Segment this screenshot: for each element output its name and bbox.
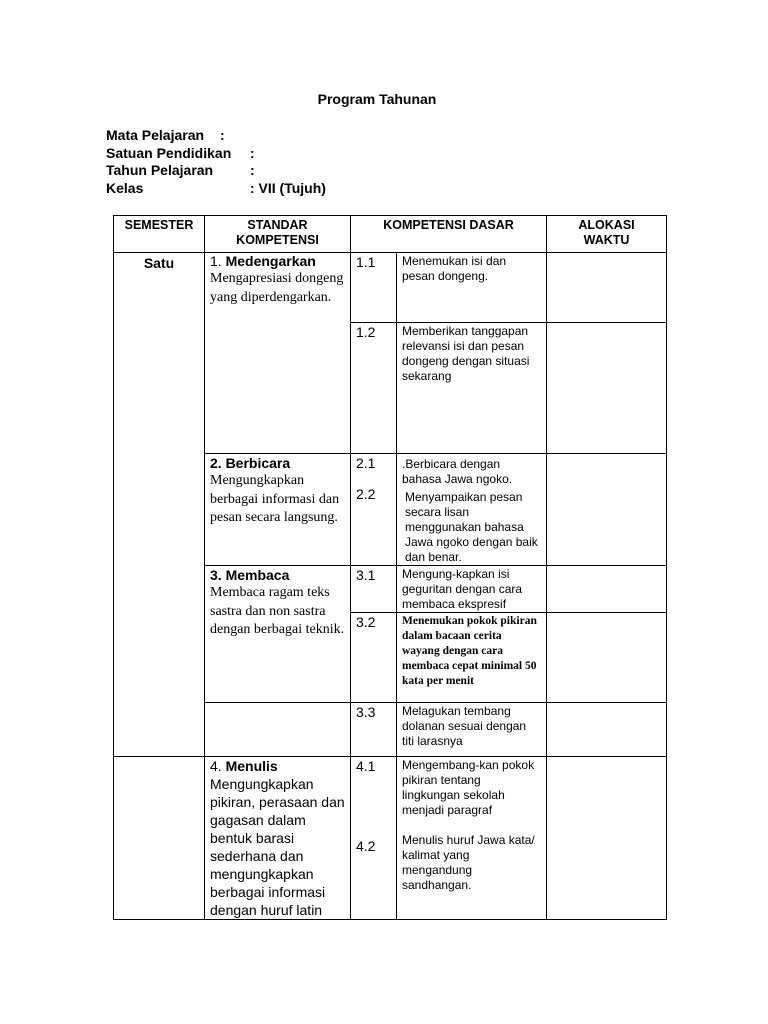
kd-4-numbers [351, 757, 397, 920]
kd-3-2-text: Menemukan pokok pikiran dalam bacaan cerita wayang dengan cara membaca cepat minimal 50 kata per menit [397, 613, 547, 703]
sk-3-title: 3. Membaca [210, 567, 290, 583]
meta-label-mata-pelajaran: Mata Pelajaran [106, 127, 205, 143]
kd-2-2-text: Menyampaikan pesan secara lisan menggunakan bahasa Jawa ngoko dengan baik dan benar. [405, 490, 538, 564]
alokasi-cell [547, 253, 667, 323]
header-kompetensi-dasar: KOMPETENSI DASAR [351, 216, 547, 253]
header-alokasi-waktu: ALOKASI WAKTU [547, 216, 667, 253]
program-tahunan-table [113, 215, 667, 920]
meta-label-satuan-pendidikan: Satuan Pendidikan [106, 144, 232, 161]
kd-3-2-number: 3.2 [351, 613, 397, 703]
meta-label-kelas: Kelas [106, 179, 144, 196]
sk-4-title: 4. Menulis [210, 758, 278, 774]
meta-kelas-value: : VII (Tujuh) [250, 179, 326, 196]
alokasi-cell [547, 454, 667, 566]
sk-empty-cell [205, 703, 351, 757]
meta-colon: : [250, 144, 255, 161]
kd-1-1-text: Menemukan isi dan pesan dongeng. [397, 253, 547, 323]
kd-3-3-text: Melagukan tembang dolanan sesuai dengan titi larasnya [397, 703, 547, 757]
kd-1-1-number: 1.1 [351, 253, 397, 323]
kd-2-numbers [351, 454, 397, 566]
table-row [114, 757, 667, 920]
meta-colon: : [220, 127, 225, 143]
alokasi-cell [547, 703, 667, 757]
sk-1-desc: Mengapresiasi dongeng yang diperdengarkan. [210, 271, 344, 305]
kd-4-1-number: 4.1 [356, 758, 376, 774]
semester-empty-cell [114, 757, 205, 920]
alokasi-cell [547, 613, 667, 703]
kd-3-1-text: Mengung-kapkan isi geguritan dengan cara membaca ekspresif [397, 566, 547, 613]
sk-2-cell [205, 454, 351, 566]
kd-2-texts [397, 454, 547, 566]
alokasi-cell [547, 566, 667, 613]
header-standar-kompetensi: STANDAR KOMPETENSI [205, 216, 351, 253]
kd-4-2-text: Menulis huruf Jawa kata/ kalimat yang mengandung sandhangan. [402, 833, 535, 892]
kd-4-1-text: Mengembang-kan pokok pikiran tentang lingkungan sekolah menjadi paragraf [402, 758, 535, 817]
sk-1-cell [205, 253, 351, 454]
page-title: Program Tahunan [317, 91, 437, 107]
kd-2-1-number: 2.1 [356, 455, 376, 471]
table-header-row [114, 216, 667, 253]
kd-1-2-number: 1.2 [351, 323, 397, 454]
kd-3-1-number: 3.1 [351, 566, 397, 613]
sk-2-title: 2. Berbicara [210, 455, 291, 471]
sk-4-cell [205, 757, 351, 920]
sk-1-title: 1. Medengarkan [210, 253, 316, 269]
header-semester: SEMESTER [114, 216, 205, 253]
alokasi-cell [547, 323, 667, 454]
alokasi-cell [547, 757, 667, 920]
sk-4-desc: Mengungkapkan pikiran, perasaan dan gagasan dalam bentuk barasi sederhana dan mengungkapkan berbagai informasi dengan huruf latin [210, 776, 345, 918]
table-row [114, 253, 667, 323]
meta-colon: : [250, 162, 255, 178]
sk-3-desc: Membaca ragam teks sastra dan non sastra dengan berbagai teknik. [210, 585, 345, 637]
kd-2-2-number: 2.2 [356, 486, 376, 502]
sk-2-desc: Mengungkapkan berbagai informasi dan pesan secara langsung. [210, 473, 340, 525]
semester-cell: Satu [114, 253, 205, 757]
kd-2-1-text: .Berbicara dengan bahasa Jawa ngoko. [402, 457, 513, 486]
kd-4-2-number: 4.2 [356, 838, 376, 854]
kd-4-texts [397, 757, 547, 920]
meta-label-tahun-pelajaran: Tahun Pelajaran [106, 162, 214, 178]
sk-3-cell [205, 566, 351, 703]
kd-1-2-text: Memberikan tanggapan relevansi isi dan pesan dongeng dengan situasi sekarang [397, 323, 547, 454]
kd-3-3-number: 3.3 [351, 703, 397, 757]
